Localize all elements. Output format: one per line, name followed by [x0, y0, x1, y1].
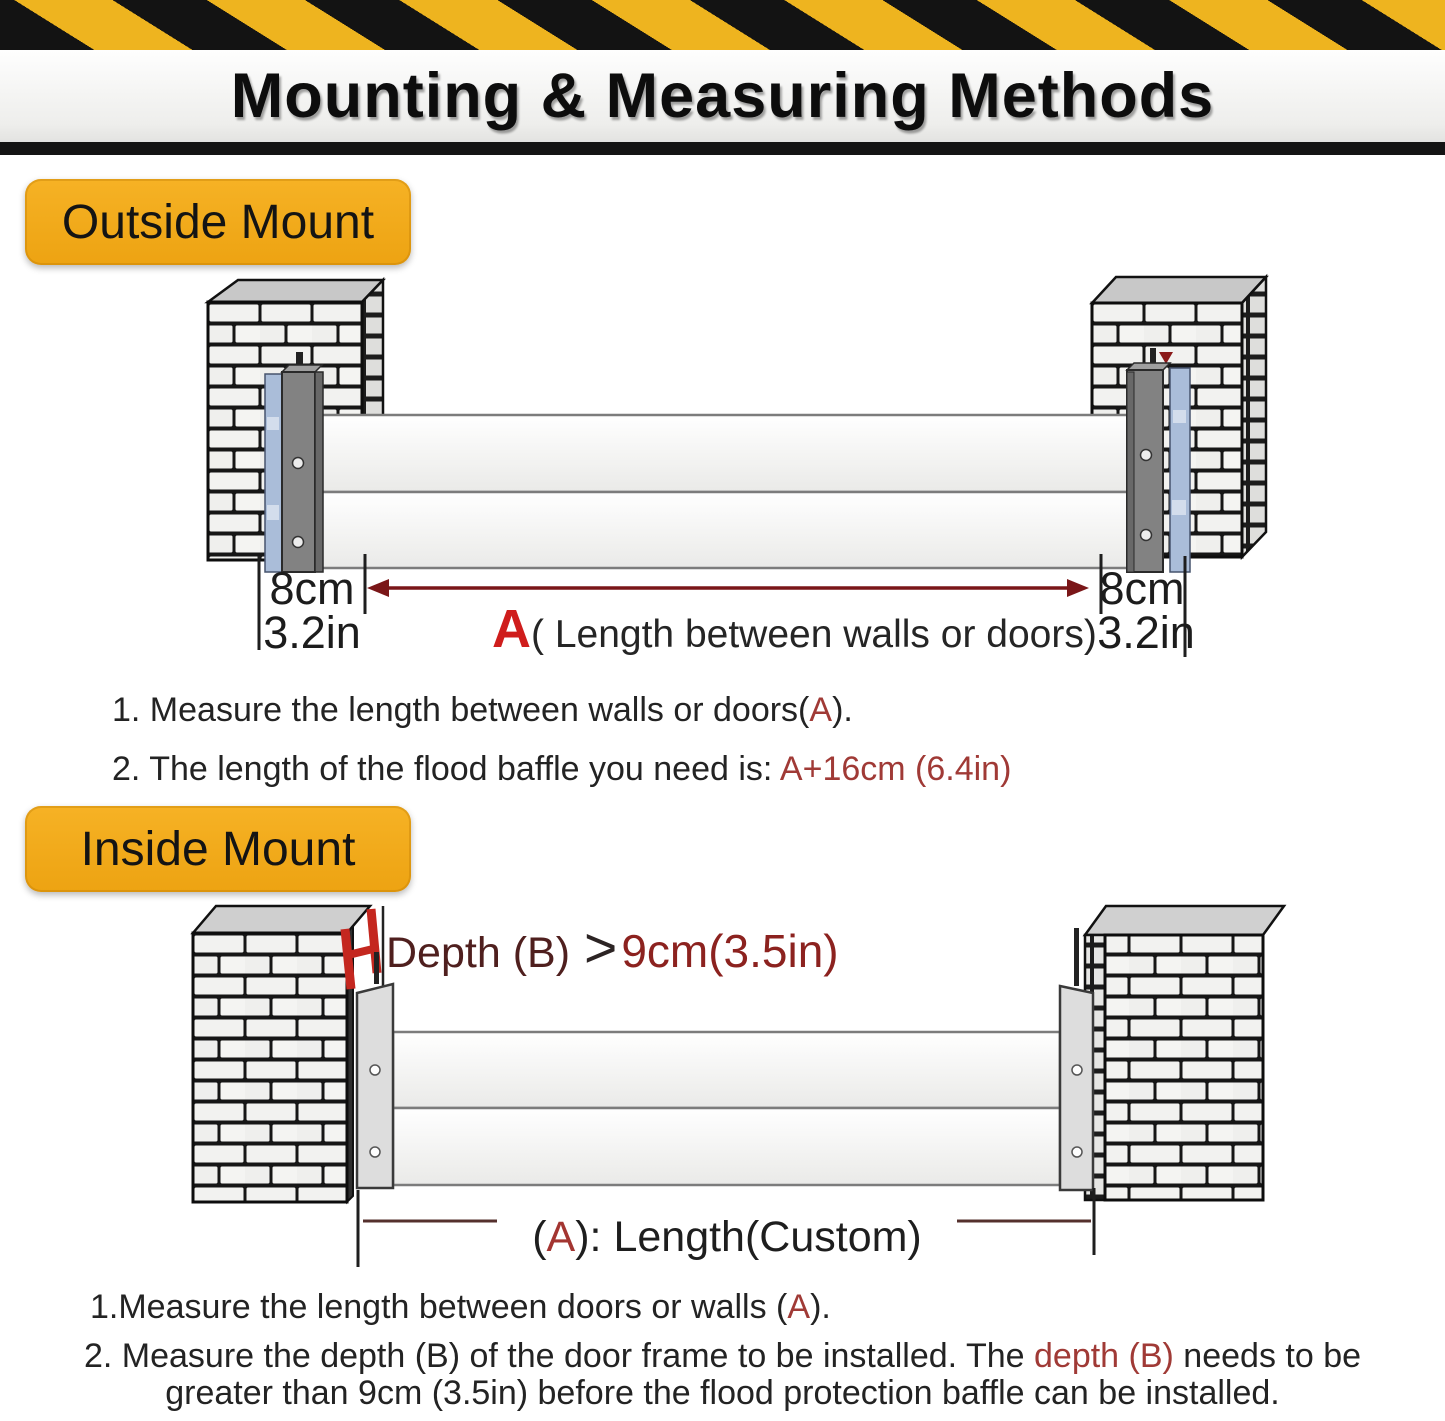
outside-mount-diagram [0, 255, 1445, 660]
custom-length-label: (A): Length(Custom) [532, 1213, 922, 1261]
screw-hole [370, 1065, 380, 1075]
screw-hole [1072, 1065, 1082, 1075]
page-title: Mounting & Measuring Methods [230, 61, 1215, 131]
screw-hole [1141, 450, 1152, 461]
arrowhead-right [1067, 579, 1089, 597]
outside-right-channel [1127, 348, 1190, 572]
inside-step-1: 1.Measure the length between doors or walls (A). [90, 1288, 831, 1326]
title-band [0, 50, 1445, 142]
inside-mount-badge: Inside Mount [25, 806, 411, 892]
seal-strip [265, 374, 282, 572]
outside-step-1: 1. Measure the length between walls or doors(A). [112, 691, 853, 729]
outside-step-2: 2. The length of the flood baffle you need is: A+16cm (6.4in) [112, 750, 1012, 789]
mounting-bracket [1060, 986, 1093, 1190]
hazard-stripe-banner [0, 0, 1445, 50]
screw-hole [1141, 530, 1152, 541]
right-offset-in: 3.2in [1097, 607, 1195, 658]
screw-hole [293, 458, 304, 469]
screw-hole [1072, 1147, 1082, 1157]
inside-step-2: 2. Measure the depth (B) of the door frame to be installed. The depth (B) needs to be greater than 9cm (3.5in) before the flood protection baffle can be installed. [83, 1337, 1362, 1412]
screw-hole [370, 1147, 380, 1157]
header-divider-bar [0, 142, 1445, 155]
seal-strip [1170, 368, 1190, 572]
span-length-label: A( Length between walls or doors) [492, 599, 1097, 659]
inside-mount-diagram [0, 895, 1445, 1285]
arrowhead-left [367, 579, 389, 597]
screw-hole [293, 537, 304, 548]
anchor-bolt [374, 952, 379, 984]
inside-right-pillar [1085, 906, 1284, 1200]
left-offset-in: 3.2in [263, 607, 361, 658]
left-offset-cm: 8cm [269, 563, 355, 614]
right-offset-cm: 8cm [1099, 563, 1185, 614]
depth-requirement-label: Depth (B) >9cm(3.5in) [386, 916, 839, 980]
outside-flood-barrier-panels [320, 415, 1135, 568]
outside-mount-badge: Outside Mount [25, 179, 411, 265]
outside-instructions [112, 692, 1011, 811]
inside-flood-barrier-panels [393, 1032, 1060, 1185]
outside-left-channel [265, 352, 323, 572]
inside-left-channel [357, 952, 393, 1188]
anchor-bolt [1074, 928, 1079, 986]
